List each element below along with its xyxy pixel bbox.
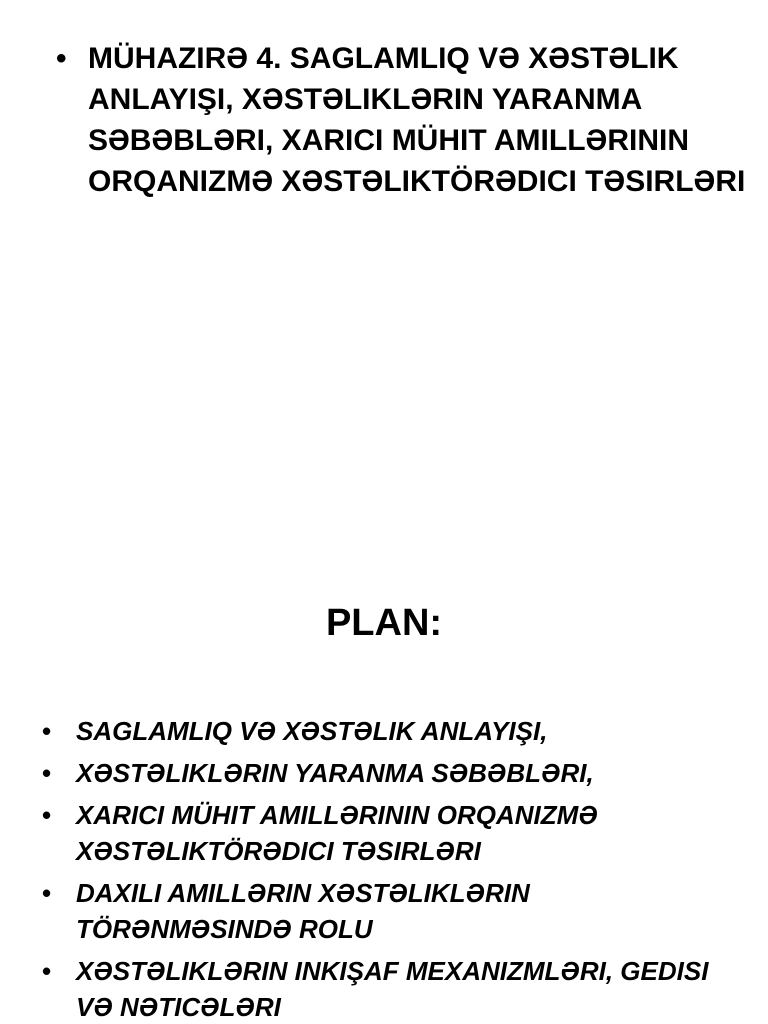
bullet-icon: • [42,878,52,908]
plan-item [42,713,742,749]
plan-item-text: XƏSTƏLIKLƏRIN INKIŞAF MEXANIZMLƏRI, GEDISI VƏ NƏTICƏLƏRI [76,956,709,1022]
plan-item-text: SAGLAMLIQ VƏ XƏSTƏLIK ANLAYIŞI, [76,716,548,746]
lecture-title: MÜHAZIRƏ 4. SAGLAMLIQ VƏ XƏSTƏLIK ANLAYIŞI, XƏSTƏLIKLƏRIN YARANMA SƏBƏBLƏRI, XARICI MÜHIT AMILLƏRININ ORQANIZMƏ XƏSTƏLIKTÖRƏDICI TƏSIRLƏRI [88,42,746,198]
plan-item [42,797,742,869]
plan-item [42,875,742,947]
bullet-icon: • [42,716,52,746]
plan-item-text: XARICI MÜHIT AMILLƏRININ ORQANIZMƏ XƏSTƏLIKTÖRƏDICI TƏSIRLƏRI [76,800,598,866]
plan-title: PLAN: [325,602,443,644]
plan-list [42,713,742,1024]
bullet-icon: • [56,42,67,75]
plan-item [42,755,742,791]
bullet-icon: • [42,800,52,830]
plan-item-text: DAXILI AMILLƏRIN XƏSTƏLIKLƏRIN TÖRƏNMƏSINDƏ ROLU [76,878,530,944]
plan-item [42,953,742,1024]
bullet-icon: • [42,956,52,986]
bullet-icon: • [42,758,52,788]
plan-item-text: XƏSTƏLIKLƏRIN YARANMA SƏBƏBLƏRI, [76,758,594,788]
lecture-heading [56,38,746,202]
